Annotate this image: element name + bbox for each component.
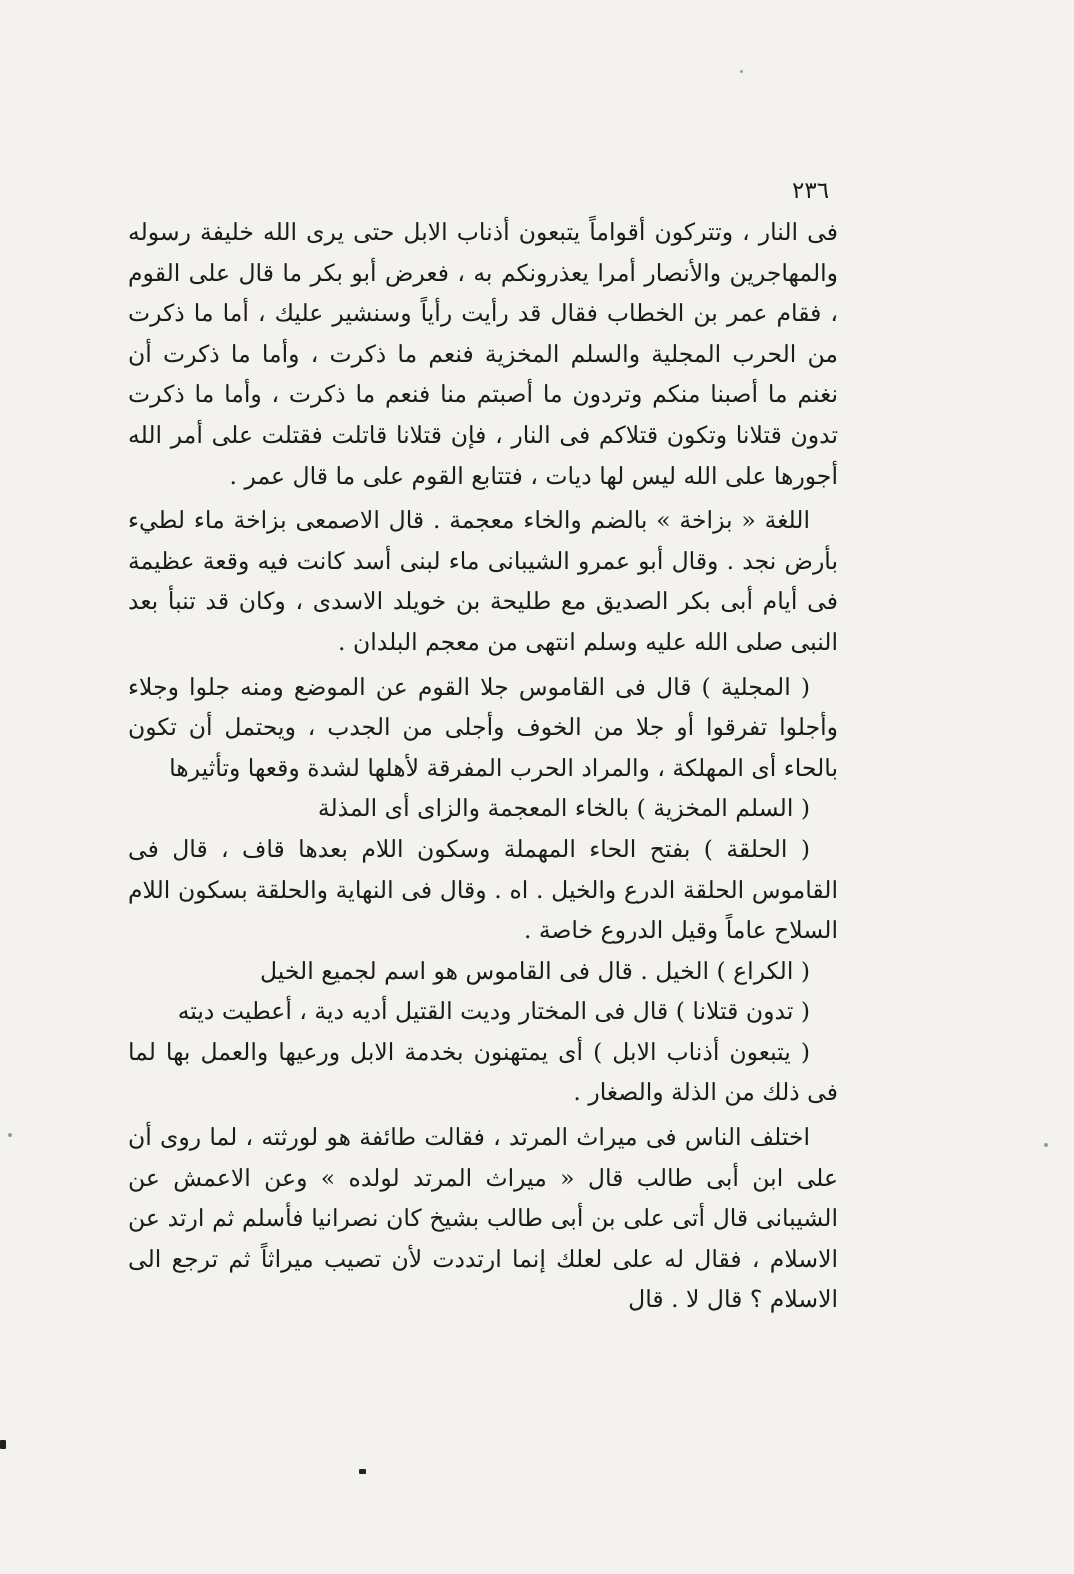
paragraph-narrative: فى النار ، وتتركون أقواماً يتبعون أذناب الابل حتى يرى الله خليفة رسوله والمهاجرين والأنصار أمرا يعذرونكم به ، فعرض أبو بكر ما قال على القوم ، فقام عمر بن الخطاب فقال قد رأيت رأياً وسنشير عليك ، أما ما ذكرت من الحرب المجلية والسلم المخزية فنعم ما ذكرت ، وأما ما ذكرت أن نغنم ما أصبنا منكم وتردون ما أصبتم منا فنعم ما ذكرت ، وأما ما ذكرت تدون قتلانا وتكون قتلاكم فى النار ، فإن قتلانا قاتلت فقتلت على أمر الله أجورها على الله ليس لها ديات ، فتتابع القوم على ما قال عمر . (128, 218, 838, 490)
paragraph-gloss-buzakha: اللغة « بزاخة » بالضم والخاء معجمة . قال الاصمعى بزاخة ماء لطيء بأرض نجد . وقال أبو عمرو الشيبانى ماء لبنى أسد كانت فيه وقعة عظيمة فى أيام أبى بكر الصديق مع طليحة بن خويلد الاسدى ، وكان قد تنبأ بعد النبى صلى الله عليه وسلم انتهى من معجم البلدان . (128, 506, 838, 656)
scan-speck (1044, 1143, 1048, 1147)
paragraph-gloss-mukhziya: ( السلم المخزية ) بالخاء المعجمة والزاى أى المذلة (317, 794, 810, 823)
paragraph-gloss-mujliya: ( المجلية ) قال فى القاموس جلا القوم عن الموضع ومنه جلوا وجلاء وأجلوا تفرقوا أو جلا من الخوف وأجلى من الجدب ، ويحتمل أن تكون بالحاء أى المهلكة ، والمراد الحرب المفرقة لأهلها لشدة وقعها وتأثيرها (128, 672, 838, 782)
scan-dot-mark (359, 1469, 366, 1474)
scan-edge-mark (0, 1440, 6, 1449)
paragraph-gloss-halqa: ( الحلقة ) بفتح الحاء المهملة وسكون اللام بعدها قاف ، قال فى القاموس الحلقة الدرع والخيل . اه . وقال فى النهاية والحلقة بسكون اللام السلاح عاماً وقيل الدروع خاصة . (128, 834, 838, 945)
paragraph-gloss-tadun: ( تدون قتلانا ) قال فى المختار وديت القتيل أديه دية ، أعطيت ديته (177, 997, 810, 1026)
paragraph-inheritance: اختلف الناس فى ميراث المرتد ، فقالت طائفة هو لورثته ، لما روى أن على ابن أبى طالب قال « ميراث المرتد لولده » وعن الاعمش عن الشيبانى قال أتى على بن أبى طالب بشيخ كان نصرانيا فأسلم ثم ارتد عن الاسلام ، فقال له على لعلك إنما ارتددت لأن تصيب ميراثاً ثم ترجع الى الاسلام ؟ قال لا . قال (128, 1123, 838, 1314)
paragraph-gloss-kura: ( الكراع ) الخيل . قال فى القاموس هو اسم لجميع الخيل (259, 956, 810, 985)
body-text (128, 212, 838, 1320)
scan-speck (8, 1133, 12, 1137)
paragraph-gloss-adhnab: ( يتبعون أذناب الابل ) أى يمتهنون بخدمة الابل ورعيها والعمل بها لما فى ذلك من الذلة والصغار . (128, 1037, 838, 1107)
page-number: ٢٣٦ (792, 178, 830, 204)
scan-speck (740, 70, 743, 73)
